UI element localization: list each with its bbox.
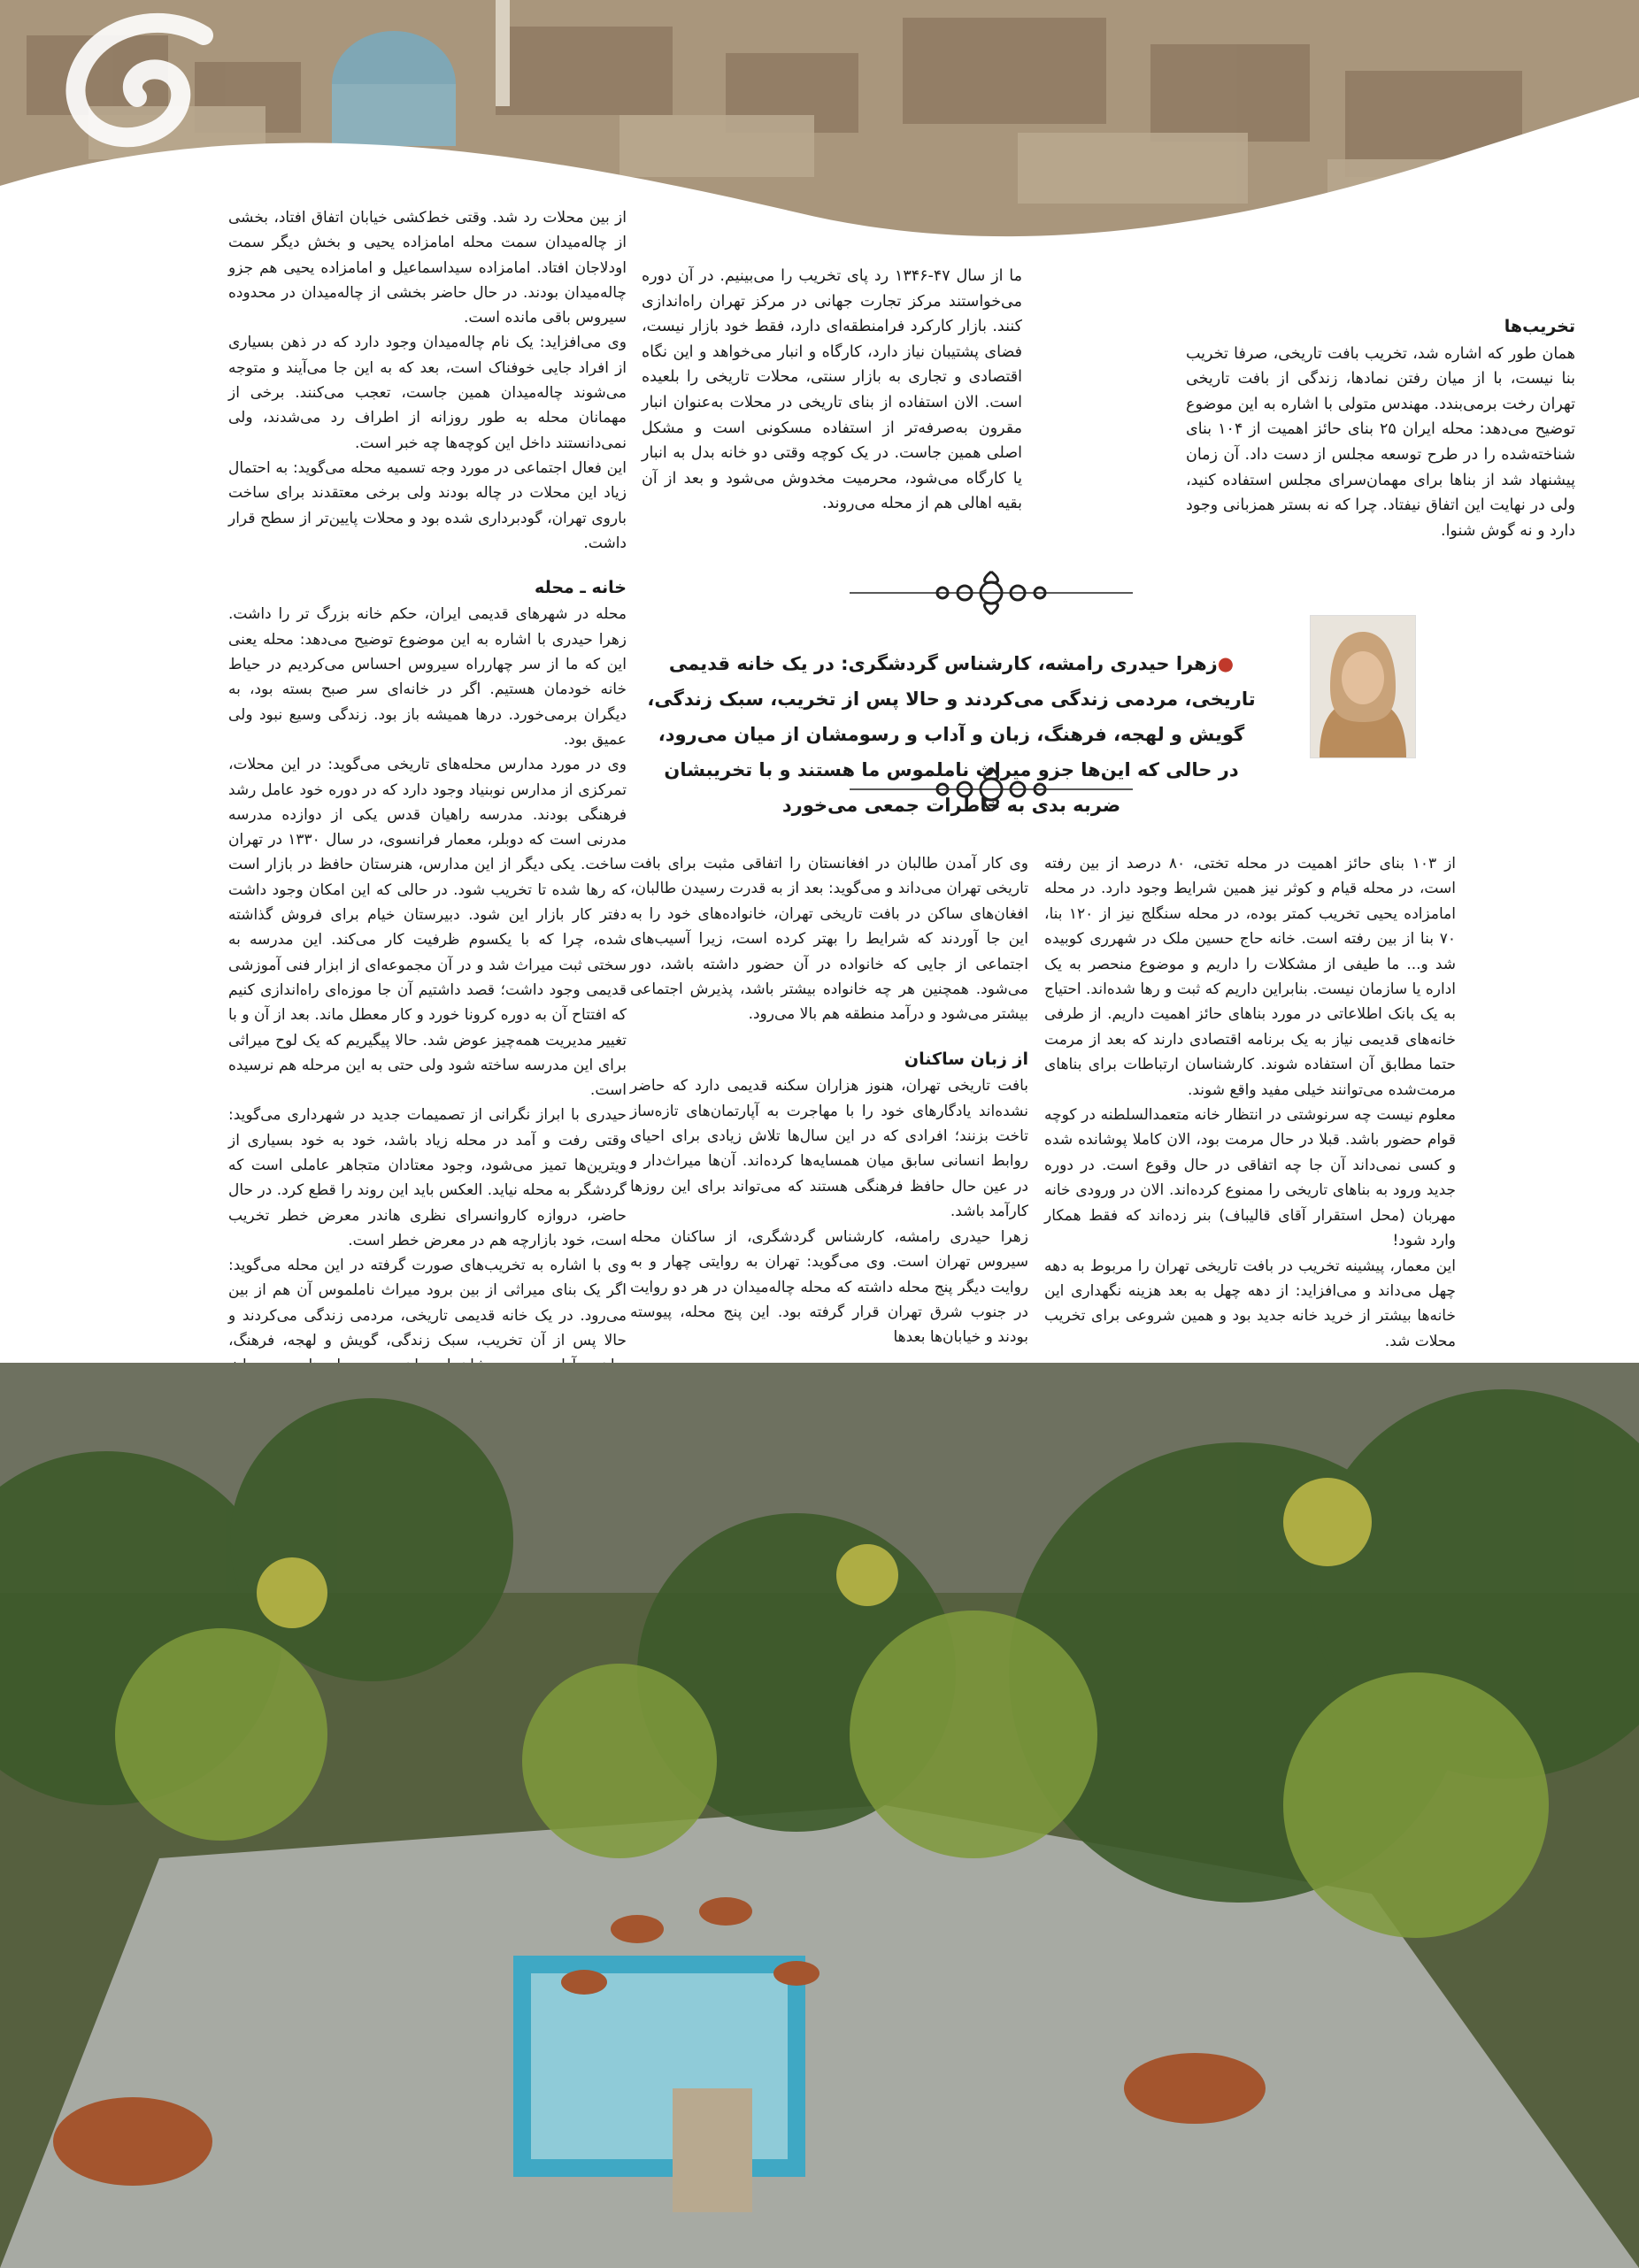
paragraph: بافت تاریخی تهران، هنوز هزاران سکنه قدیمی دارد که حاضر نشده‌اند یادگارهای خود را با مهاجرت به آپارتمان‌های تازه‌ساز تاخت بزنند؛ افرادی که در این سال‌ها تلاش زیادی برای احیای روابط انسانی سابق میان همسایه‌ها کرده‌اند. آن‌ها میراث‌دار و در عین حال حافظ فرهنگی هستند که می‌تواند برای این روزها کارآمد باشد. bbox=[630, 1077, 1028, 1221]
paragraph: زهرا حیدری رامشه، کارشناس گردشگری، از ساکنان محله سیروس تهران است. وی می‌گوید: تهران به روایتی چهار و به روایت دیگر پنج محله داشته که محله چاله‌میدان در هر دو روایت در جنوب شرق تهران قرار گرفته بود. این پنج محله، پیوسته بودند و خیابان‌ها بعدها bbox=[630, 1227, 1028, 1347]
courtyard-garden-photo bbox=[0, 1363, 1639, 2268]
tree-stump bbox=[673, 2088, 752, 2212]
courtyard-illustration bbox=[0, 1363, 1639, 2268]
article-column-left bbox=[228, 205, 627, 1454]
paragraph: حیدری با ابراز نگرانی از تصمیمات جدید در شهرداری می‌گوید: وقتی رفت و آمد در محله زیاد باشد، خود به خود بسیاری از ویترین‌ها تمیز می‌شود، وجود معتادان متجاهر عاملی است که گردشگر به محله نیاید. العکس باید این روند را قطع کرد. در حال حاضر، دروازه کاروانسرای نظری هاندر معرض خطر تخریب است، خود بازارچه هم در معرض خطر است. bbox=[228, 1106, 627, 1249]
ornament-divider-top-icon bbox=[850, 566, 1133, 619]
paragraph: وی می‌افزاید: یک نام چاله‌میدان وجود دارد که در ذهن بسیاری از افراد جایی خوفناک است، بعد که به این جا می‌آیند و متوجه می‌شوند چاله‌میدان همین جاست، تعجب می‌کنند. برخی از مهمانان محله به طور روزانه از اطراف رد می‌شدند، ولی نمی‌دانستند داخل این کوچه‌ها چه خبر است. bbox=[228, 334, 627, 452]
paragraph: معلوم نیست چه سرنوشتی در انتظار خانه متعمدالسلطنه در کوچه قوام حضور باشد. قبلا در حال مرمت بود، الان کاملا پوشانده شده و کسی نمی‌داند آن جا چه اتفاقی در حال وقوع است. در دوره جدید ورود به بناهای تاریخی را ممنوع کرده‌اند. الان در ورودی خانه مهربان (محل استقرار آقای قالیباف) بنر زده‌اند که فقط همکار وارد شود! bbox=[1044, 1106, 1456, 1250]
section-heading-residents-voice: از زبان ساکنان bbox=[904, 1049, 1028, 1069]
article-column-right-top bbox=[1186, 314, 1575, 543]
paragraph: این معمار، پیشینه تخریب در بافت تاریخی تهران را مربوط به دهه چهل می‌داند و می‌افزاید: از دهه چهل به بعد هزینه نگهداری این خانه‌ها بیشتر از خرید خانه جدید بود و همین شروعی برای تخریب محلات شد. bbox=[1044, 1257, 1456, 1350]
person-portrait-icon bbox=[1311, 616, 1415, 757]
paragraph: این فعال اجتماعی در مورد وجه تسمیه محله می‌گوید: به احتمال زیاد این محلات در چاله بودند ولی برخی معتقدند برای ساخت باروی تهران، گودبرداری شده بود و محلات پایین‌تر از سطح قرار داشت. bbox=[228, 458, 627, 552]
paragraph: ما از سال ۴۷-۱۳۴۶ رد پای تخریب را می‌بینیم. در آن دوره می‌خواستند مرکز تجارت جهانی در مرکز تهران راه‌اندازی کنند. بازار کارکرد فرامنطقه‌ای دارد، فقط خود بازار نیست، فضای پشتیبان نیاز دارد، کارگاه و انبار می‌خواهد و این نگاه اقتصادی و تجاری به بازار سنتی، محلات تاریخی را بلعیده است. الان استفاده از بنای تاریخی در محلات به‌عنوان انبار مقرون به‌صرفه‌تر از استفاده مسکونی است و مشکل اصلی همین جاست. در یک کوچه وقتی دو خانه بدل به انبار یا کارگاه می‌شود، محرمیت مخدوش می‌شود و بعد از آن بقیه اهالی هم از محله می‌روند. bbox=[642, 267, 1022, 513]
pull-quote-block bbox=[646, 566, 1416, 841]
section-heading-house-neighborhood: خانه ـ محله bbox=[535, 578, 627, 598]
pull-quote-text: ●زهرا حیدری رامشه، کارشناس گردشگری: در یک خانه قدیمی تاریخی، مردمی زندگی می‌کردند و حالا پس از تخریب، سبک زندگی، گویش و لهجه، فرهنگ، زبان و آداب و رسومشان از میان می‌رود، در حالی که این‌ها جزو میراث ناملموس ما هستند و با تخریبشان ضربه بدی به خاطرات جمعی می‌خورد bbox=[647, 653, 1256, 816]
section-heading-destructions: تخریب‌ها bbox=[1504, 317, 1575, 336]
accent-dot: ● bbox=[1217, 653, 1235, 674]
article-column-right-bottom bbox=[1044, 851, 1456, 1354]
paragraph: همان طور که اشاره شد، تخریب بافت تاریخی، صرفا تخریب بنا نیست، با از میان رفتن نمادها، زندگی از بافت تاریخی تهران رخت برمی‌بندد. مهندس متولی با اشاره به این موضوع توضیح می‌دهد: محله ایران ۲۵ بنای حائز اهمیت از ۱۰۴ بنای شناخته‌شده را در طرح توسعه مجلس از دست داد. آن زمان پیشنهاد شد از بناها برای مهمان‌سرای مجلس استفاده کنید، ولی در نهایت این اتفاق نیفتاد. چرا که نه بستر همزبانی وجود دارد و نه گوش شنوا. bbox=[1186, 344, 1575, 540]
paragraph: وی با اشاره به تخریب‌های صورت گرفته در این محله می‌گوید: اگر یک بنای میراثی از بین برود میراث ناملموس آن هم از بین می‌رود. در یک خانه قدیمی تاریخی، مردمی زندگی می‌کردند و حالا پس از آن تخریب، سبک زندگی، گویش و لهجه، فرهنگ، bbox=[228, 1257, 627, 1350]
article-column-middle-bottom bbox=[630, 851, 1028, 1350]
paragraph: محله در شهرهای قدیمی ایران، حکم خانه بزرگ تر را داشت. زهرا حیدری با اشاره به این موضوع توضیح می‌دهد: محله یعنی این که ما از سر چهارراه سیروس احساس می‌کردیم در حیاط خانه خودمان هستیم. اگر در خانه‌ای سر صبح بسته بود، به دیگران برمی‌خورد. درها همیشه باز بود. زندگی وسیع نبود ولی عمیق بود. bbox=[228, 605, 627, 749]
paragraph: از ۱۰۳ بنای حائز اهمیت در محله تختی، ۸۰ درصد از بین رفته است، در محله قیام و کوثر نیز همین شرایط وجود دارد. در محله امامزاده یحیی تخریب کمتر بوده، در محله سنگلج نیز از ۱۲۰ بنا، ۷۰ بنا از بین رفته است. خانه حاج حسین ملک در شهرری کوبیده شد و... ما طیفی از مشکلات را داریم و موضوع منحصر به یک اداره یا سازمان نیست. بنابراین داریم که ثبت و رها شده‌اند. احتیاج به یک بانک اطلاعاتی در مورد بناهای حائز اهمیت داریم. از طرفی خانه‌های قدیمی نیاز به یک برنامه اقتصادی دارند که بعد از مرمت حتما مطابق آن استفاده شوند. کارشناسان ارتباطات برای بناهای مرمت‌شده می‌توانند خیلی مفید واقع شوند. bbox=[1044, 855, 1456, 1099]
decorative-curl-ornament bbox=[0, 0, 230, 177]
paragraph: از بین محلات رد شد. وقتی خط‌کشی خیابان اتفاق افتاد، بخشی از چاله‌میدان سمت محله امامزاده یحیی و بخش دیگر سمت اودلاجان افتاد. امامزاده سیداسماعیل و امامزاده یحیی هم جزو چاله‌میدان بودند. در حال حاضر بخشی از چاله‌میدان در محدوده سیروس باقی مانده است. bbox=[228, 209, 627, 327]
paragraph: وی در مورد مدارس محله‌های تاریخی می‌گوید: در این محلات، تمرکزی از مدارس نوبنیاد وجود دارد که در دوره خود عامل رشد فرهنگی بودند. مدرسه راهیان قدس یکی از دوازده مدرسه مدرنی است که دوبلر، معمار فرانسوی، در سال ۱۳۳۰ در تهران ساخت. یکی دیگر از این مدارس، هنرستان حافظ در بازار است که رها شده تا تخریب شود. در حالی که این امکان وجود داشت دفتر کار بازار این شود. دبیرستان خیام برای فروش گذاشته شده، چرا که با یکسوم ظرفیت کار می‌کند. این مدرسه به سختی ثبت میراث شد و در آن مجموعه‌ای از ابزار فنی آموزشی قدیمی وجود داشت؛ قصد داشتیم آن جا موزه‌ای راه‌اندازی کنیم که افتتاح آن به دوره کرونا خورد و کار معطل ماند. بعد از آن و با تغییر مدیریت همه‌چیز عوض شد. حالا پیگیریم که یک لوح میراثی برای این مدرسه ساخته شود ولی حتی به این مرحله هم نرسیده است. bbox=[228, 756, 627, 1100]
article-column-middle-top bbox=[642, 264, 1022, 517]
paragraph: وی کار آمدن طالبان در افغانستان را اتفاقی مثبت برای بافت تاریخی تهران می‌داند و می‌گوید: بعد از به قدرت رسیدن طالبان، افغان‌های ساکن در بافت تاریخی تهران، خانواده‌های خود را به این جا آوردند که شرایط را بهتر کرده است، زیرا آسیب‌های اجتماعی از جایی که خانواده در آن حضور داشته باشد، دور می‌شود. همچنین هر چه خانواده بیشتر باشد، پذیرش اجتماعی بیشتر می‌شود و درآمد منطقه هم بالا می‌رود. bbox=[630, 855, 1028, 1024]
portrait-photo bbox=[1310, 615, 1416, 758]
ornament-divider-bottom-icon bbox=[850, 763, 1133, 816]
